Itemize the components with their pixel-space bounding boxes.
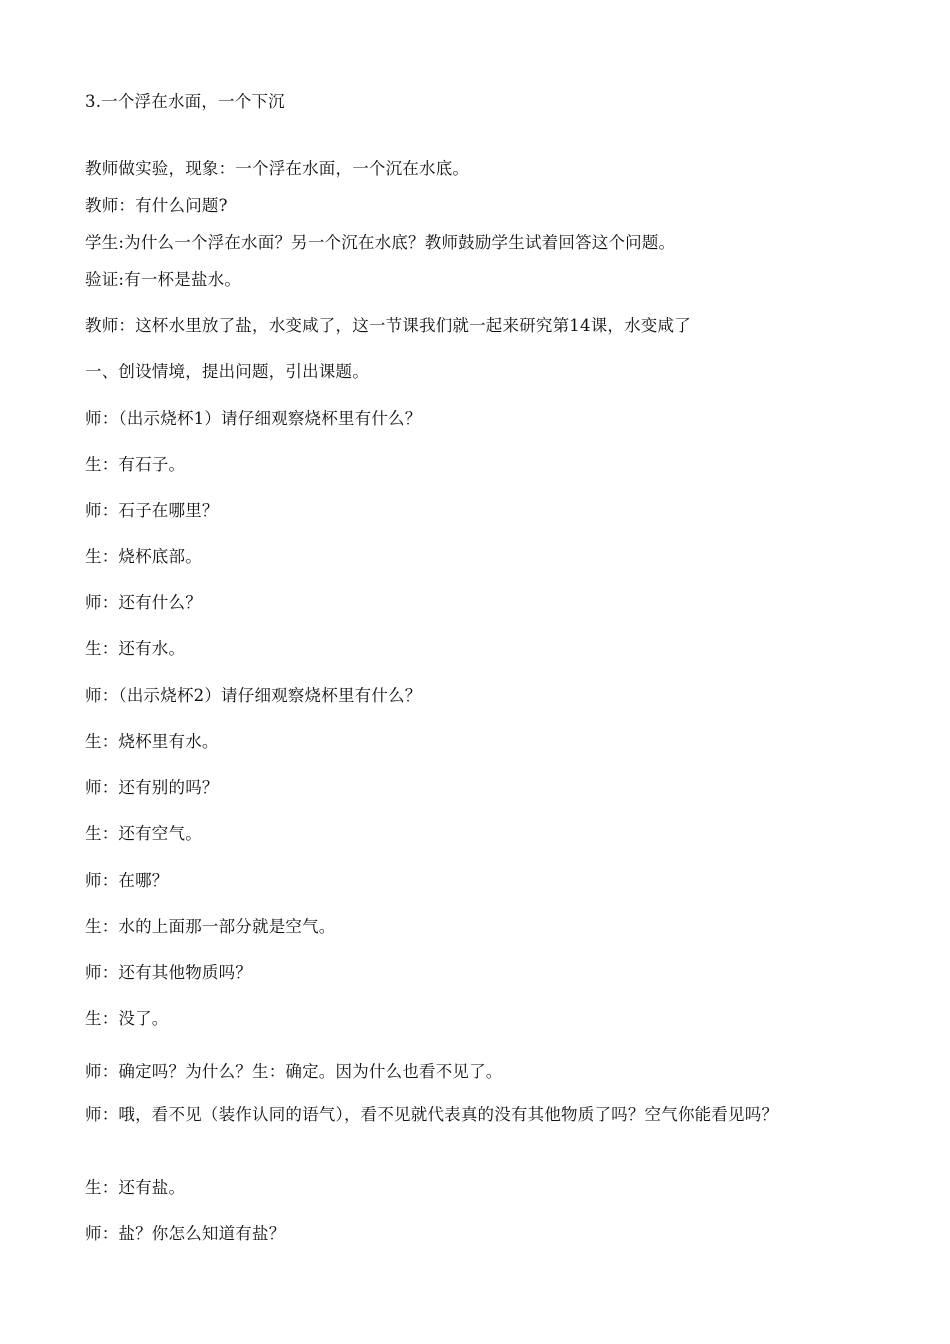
paragraph-line: 教师做实验，现象：一个浮在水面，一个沉在水底。 [85, 159, 470, 178]
paragraph-line: 教师：有什么问题? [85, 196, 228, 215]
dialogue-line: 生：烧杯里有水。 [85, 732, 219, 751]
dialogue-line: 师：（出示烧杯1）请仔细观察烧杯里有什么？ [85, 409, 422, 428]
dialogue-line: 师：还有什么？ [85, 593, 202, 612]
paragraph-line: 验证:有一杯是盐水。 [85, 270, 242, 289]
dialogue-line: 师：在哪？ [85, 871, 169, 890]
dialogue-line: 生：烧杯底部。 [85, 547, 202, 566]
section-heading: 3.一个浮在水面，一个下沉 [85, 92, 285, 111]
dialogue-line: 生：水的上面那一部分就是空气。 [85, 917, 336, 936]
paragraph-line: 学生:为什么一个浮在水面？另一个沉在水底？教师鼓励学生试着回答这个问题。 [85, 233, 676, 252]
dialogue-line: 生：还有盐。 [85, 1178, 186, 1197]
dialogue-line: 师：盐？你怎么知道有盐？ [85, 1224, 286, 1243]
paragraph-line: 教师：这杯水里放了盐，水变咸了，这一节课我们就一起来研究第14课，水变咸了 [85, 316, 691, 335]
dialogue-line: 师：还有其他物质吗？ [85, 963, 252, 982]
dialogue-line: 师：石子在哪里？ [85, 501, 219, 520]
dialogue-line: 生：没了。 [85, 1009, 169, 1028]
section-heading: 一、创设情境，提出问题，引出课题。 [85, 362, 369, 381]
dialogue-line: 师：（出示烧杯2）请仔细观察烧杯里有什么？ [85, 686, 422, 705]
dialogue-line: 生：还有水。 [85, 639, 186, 658]
dialogue-line: 师：还有别的吗？ [85, 778, 219, 797]
dialogue-line: 生：还有空气。 [85, 824, 202, 843]
dialogue-line: 师：哦，看不见（装作认同的语气），看不见就代表真的没有其他物质了吗？空气你能看见吗？ [85, 1105, 779, 1124]
dialogue-line: 生：有石子。 [85, 455, 186, 474]
dialogue-line: 师：确定吗？为什么？生：确定。因为什么也看不见了。 [85, 1062, 503, 1081]
